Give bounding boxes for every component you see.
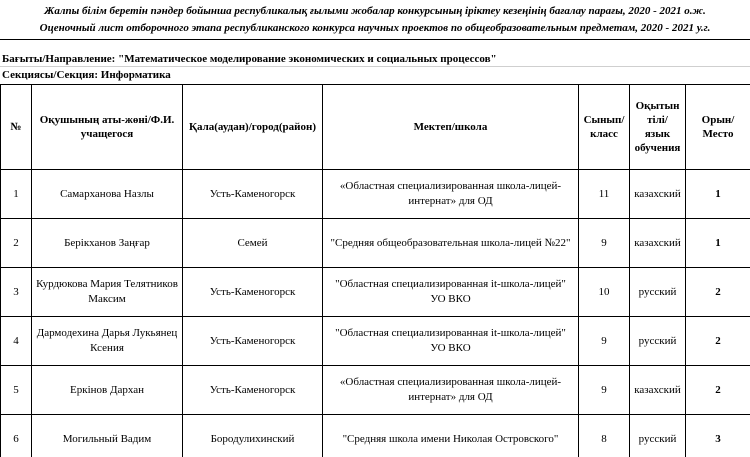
cell-place[interactable]: 2 [686,268,750,317]
table-row[interactable] [1,366,750,415]
cell-city[interactable]: Бородулихинский [183,415,323,457]
cell-language[interactable]: казахский [630,366,686,415]
cell-school[interactable]: "Средняя общеобразовательная школа-лицей №22" [323,219,579,268]
table-row[interactable] [1,415,750,457]
divider [0,66,750,67]
table-row[interactable] [1,317,750,366]
cell-grade[interactable]: 9 [579,219,630,268]
cell-language[interactable]: русский [630,317,686,366]
cell-school[interactable]: «Областная специализированная школа-лицей-интернат» для ОД [323,170,579,219]
title-kazakh: Жалпы білім беретін пәндер бойынша республикалық ғылыми жобалар конкурсының іріктеу кезеңінің бағалау парағы, 2020 - 2021 о.ж. [44,5,706,17]
cell-city[interactable]: Семей [183,219,323,268]
cell-place[interactable]: 2 [686,366,750,415]
cell-name[interactable]: Дармодехина Дарья Лукьянец Ксения [32,317,183,366]
table-row[interactable] [1,219,750,268]
cell-place[interactable]: 1 [686,170,750,219]
cell-city[interactable]: Усть-Каменогорск [183,268,323,317]
cell-city[interactable]: Усть-Каменогорск [183,170,323,219]
column-header-school: Мектеп/школа [323,85,579,170]
cell-place[interactable]: 2 [686,317,750,366]
table-row[interactable] [1,170,750,219]
cell-school[interactable]: "Областная специализированная it-школа-лицей" УО ВКО [323,317,579,366]
column-header-place: Орын/ Место [686,85,750,170]
direction-label: Бағыты/Направление: "Математическое моделирование экономических и социальных процессов" [2,53,497,65]
cell-name[interactable]: Могильный Вадим [32,415,183,457]
column-header-grade: Сынып/ класс [579,85,630,170]
cell-num[interactable]: 3 [1,268,32,317]
section-label: Секциясы/Секция: Информатика [2,69,171,81]
cell-num[interactable]: 2 [1,219,32,268]
cell-num[interactable]: 5 [1,366,32,415]
cell-place[interactable]: 1 [686,219,750,268]
cell-place[interactable]: 3 [686,415,750,457]
column-header-city: Қала(аудан)/город(район) [183,85,323,170]
cell-school[interactable]: «Областная специализированная школа-лицей-интернат» для ОД [323,366,579,415]
cell-name[interactable]: Берікханов Заңғар [32,219,183,268]
table-row[interactable] [1,268,750,317]
cell-city[interactable]: Усть-Каменогорск [183,366,323,415]
results-table [0,84,750,457]
column-header-language: Оқытын тілі/ язык обучения [630,85,686,170]
column-header-name: Оқушының аты-жөні/Ф.И. учащегося [32,85,183,170]
title-russian: Оценочный лист отборочного этапа республиканского конкурса научных проектов по общеобразовательным предметам, 2020 - 2021 у.г. [0,19,750,40]
cell-school[interactable]: "Средняя школа имени Николая Островского" [323,415,579,457]
cell-city[interactable]: Усть-Каменогорск [183,317,323,366]
title-block [0,0,750,40]
cell-name[interactable]: Еркінов Дархан [32,366,183,415]
cell-grade[interactable]: 8 [579,415,630,457]
column-header-num: № [1,85,32,170]
cell-name[interactable]: Курдюкова Мария Телятников Максим [32,268,183,317]
cell-grade[interactable]: 9 [579,317,630,366]
cell-language[interactable]: казахский [630,170,686,219]
cell-num[interactable]: 6 [1,415,32,457]
cell-grade[interactable]: 9 [579,366,630,415]
cell-num[interactable]: 4 [1,317,32,366]
cell-num[interactable]: 1 [1,170,32,219]
cell-name[interactable]: Самарханова Назлы [32,170,183,219]
table-header-row [1,85,750,170]
cell-school[interactable]: "Областная специализированная it-школа-лицей" УО ВКО [323,268,579,317]
cell-grade[interactable]: 10 [579,268,630,317]
cell-language[interactable]: казахский [630,219,686,268]
cell-language[interactable]: русский [630,415,686,457]
cell-language[interactable]: русский [630,268,686,317]
cell-grade[interactable]: 11 [579,170,630,219]
